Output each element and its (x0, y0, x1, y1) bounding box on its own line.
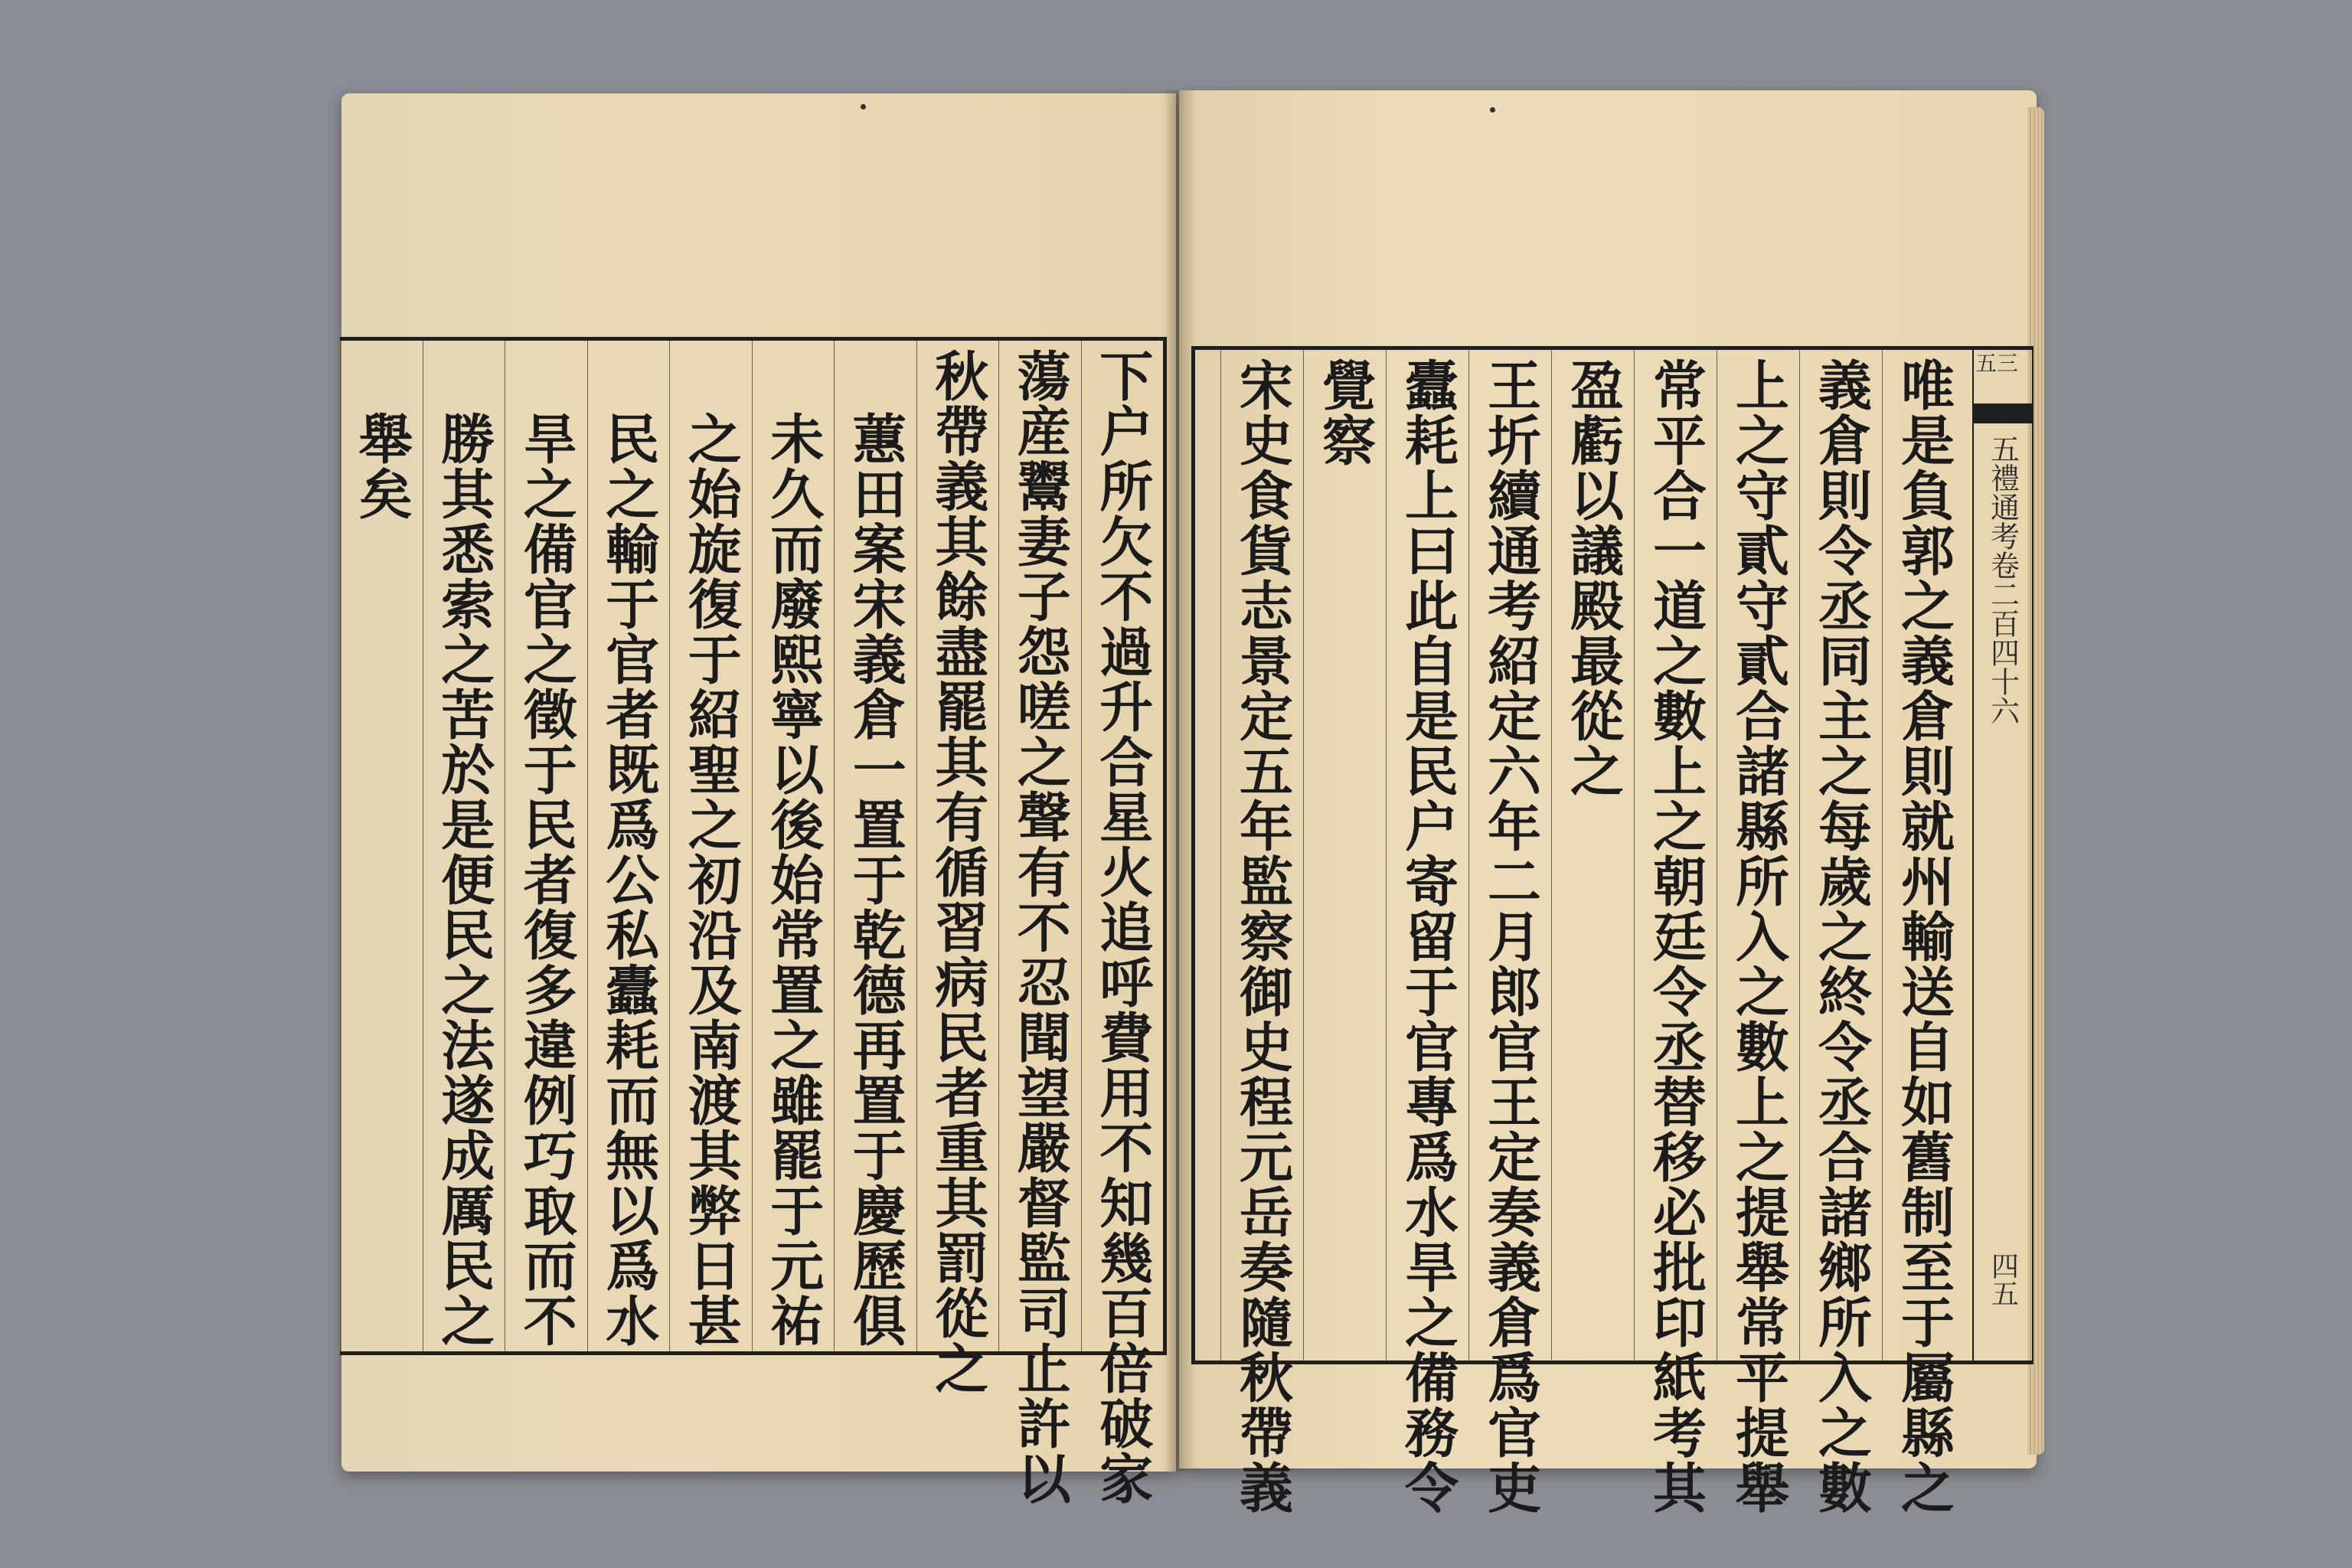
text-column (1081, 341, 1164, 1506)
text-column (587, 341, 670, 1351)
text-column (669, 341, 752, 1351)
column-text: 覺察 (1313, 358, 1377, 468)
column-text: 勝其悉索之苦於是便民之法遂成厲民之 (432, 411, 496, 1348)
text-column (1551, 350, 1634, 1361)
column-text: 宋史食貨志景定五年監察御史程元岳奏隨秋帶義 (1230, 358, 1295, 1515)
column-text: 蕙田案宋義倉一置于乾德再置于慶歷俱 (844, 411, 908, 1348)
text-column (1717, 350, 1799, 1515)
text-column (752, 341, 835, 1351)
left-text-frame (340, 337, 1167, 1506)
text-column (834, 341, 916, 1351)
text-column (1386, 350, 1468, 1515)
column-text: 王圻續通考紹定六年二月郎官王定奏義倉爲官吏 (1478, 358, 1543, 1515)
text-column (1799, 350, 1882, 1515)
column-text: 上之守貳守貳合諸縣所入之數上之提舉常平提舉 (1726, 358, 1791, 1515)
left-columns (340, 341, 1163, 1506)
column-text: 秋帶義其餘盡罷其有循習病民者重其罰從之 (926, 348, 990, 1396)
column-text: 唯是負郭之義倉則就州輸送自如舊制至于屬縣之 (1892, 358, 1956, 1515)
column-text: 盈虧以議殿最從之 (1561, 358, 1625, 799)
column-text: 舉矣 (350, 411, 414, 521)
top-number: 五三 (1975, 351, 2018, 376)
column-text: 未久而廢熙寧以後始常置之雖罷于元祐 (761, 411, 825, 1348)
text-column (1303, 350, 1386, 1361)
text-column (1634, 350, 1717, 1515)
text-column (423, 341, 505, 1351)
folio-number: 四五 (1987, 1252, 2019, 1307)
text-column (505, 341, 587, 1351)
column-text: 蕩産鬻妻子怨嗟之聲有不忍聞望嚴督監司止許以 (1008, 348, 1073, 1506)
binding-hole (861, 104, 866, 109)
text-column (1882, 350, 1965, 1515)
column-text: 常平合一道之數上之朝廷令丞替移必批印紙考其 (1644, 358, 1708, 1515)
text-column (916, 341, 999, 1396)
column-text: 之始旋復于紹聖之初沿及南渡其弊日甚 (679, 411, 743, 1348)
column-text: 下户所欠不過升合星火追呼費用不知幾百倍破家 (1090, 348, 1155, 1506)
right-banxin (1972, 350, 2034, 1361)
right-columns (1195, 350, 1965, 1515)
banxin-title: 五禮通考卷二百四十六 (1985, 434, 2020, 725)
text-column (1468, 350, 1551, 1515)
column-text: 旱之備官之徵于民者復多違例巧取而不 (514, 411, 579, 1348)
column-text: 民之輸于官者既爲公私蠹耗而無以爲水 (596, 411, 661, 1348)
column-text: 蠹耗上曰此自是民户寄留于官專爲水旱之備務令 (1396, 358, 1460, 1515)
right-text-frame (1191, 346, 2034, 1515)
column-text: 義倉則令丞同主之每歲之終令丞合諸鄉所入之數 (1809, 358, 1873, 1515)
fish-tail-mark (1974, 403, 2032, 423)
text-column (998, 341, 1081, 1506)
binding-hole (1490, 107, 1495, 113)
text-column (1220, 350, 1303, 1515)
text-column (340, 341, 423, 1351)
